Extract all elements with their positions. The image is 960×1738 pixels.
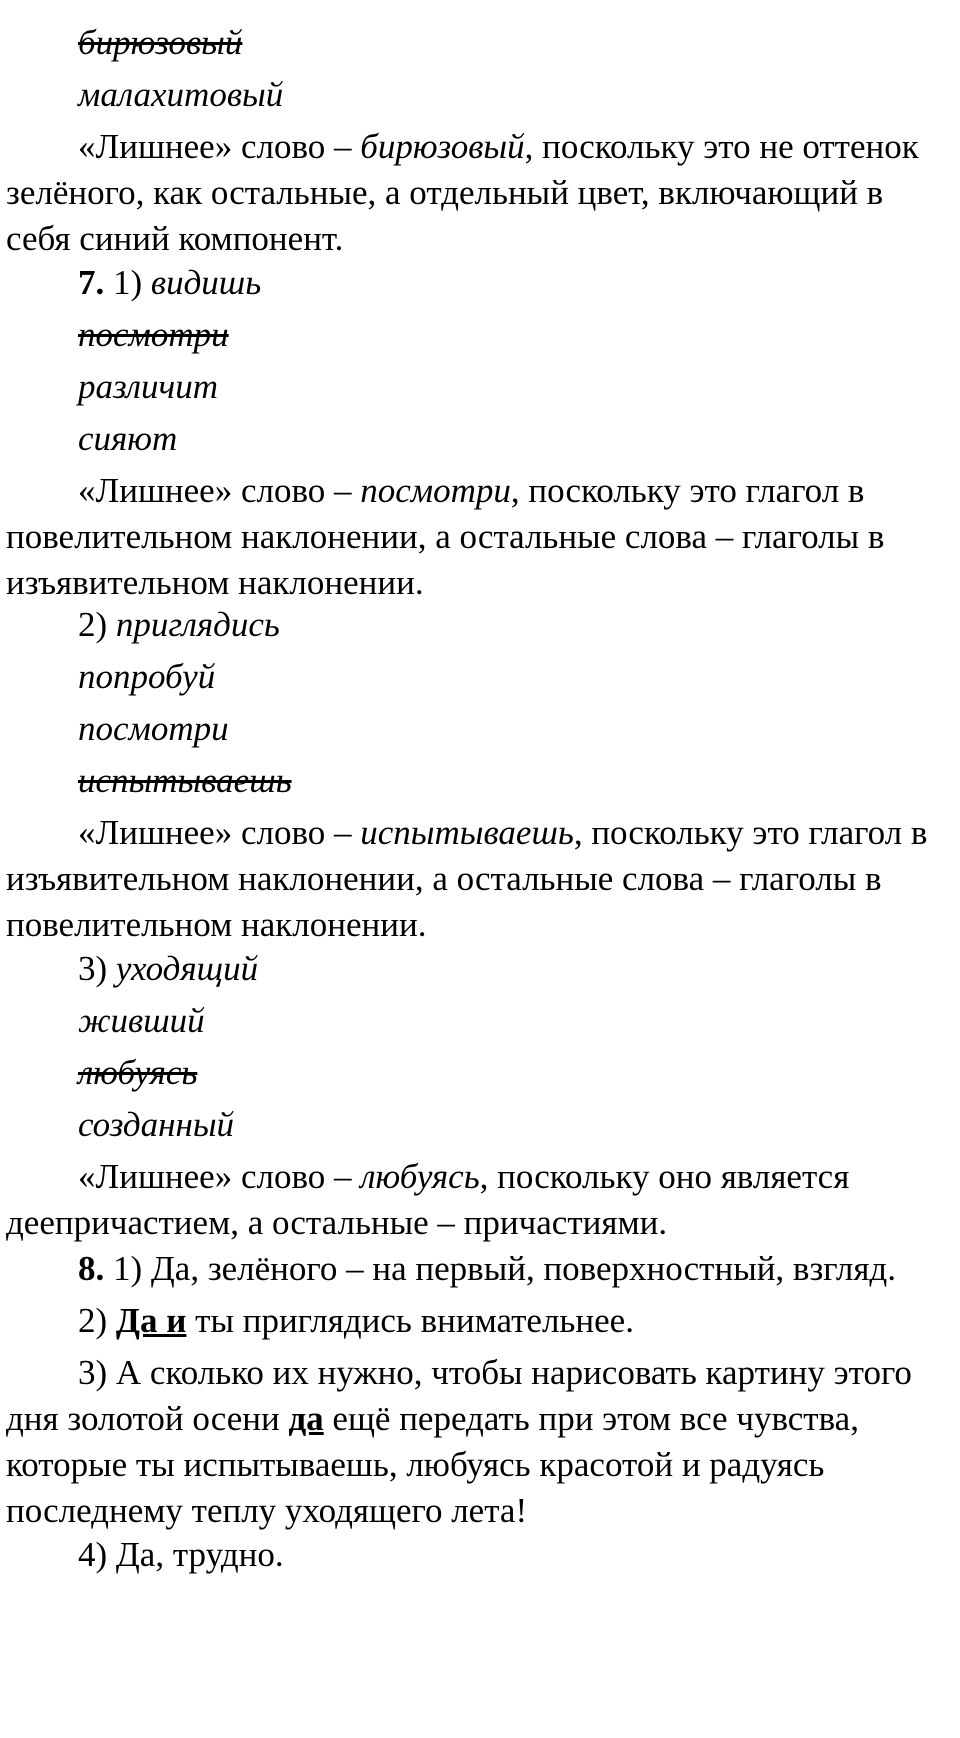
answer-text: 1) Да, зелёного – на первый, поверхностный, взгляд. bbox=[104, 1249, 896, 1288]
odd-word: посмотри bbox=[360, 471, 511, 510]
explanation-ex6 bbox=[6, 124, 952, 262]
ex7-part3-first-line bbox=[6, 946, 952, 992]
answer-text-continued: ещё передать при этом все чувства, которые ты испытываешь, любуясь красотой и радуясь последнему теплу уходящего лета! bbox=[6, 1399, 859, 1530]
explanation-text: , поскольку это не оттенок зелёного, как остальные, а отдельный цвет, включающий в себя синий компонент. bbox=[6, 127, 919, 258]
crossed-word-biryuzovyi: бирюзовый bbox=[78, 23, 243, 62]
explanation-prefix: «Лишнее» слово – bbox=[78, 1157, 361, 1196]
answer-text: ты приглядись внимательнее. bbox=[186, 1301, 634, 1340]
odd-word: испытываешь bbox=[360, 813, 574, 852]
ex8-answer-3 bbox=[6, 1350, 952, 1534]
word-sozdannyi: созданный bbox=[78, 1105, 235, 1144]
explanation-text: , поскольку оно является деепричастием, а остальные – причастиями. bbox=[6, 1157, 850, 1242]
part-label: 1) bbox=[104, 263, 151, 302]
crossed-word-posmotri: посмотри bbox=[78, 315, 229, 354]
ex7-part2-first-line bbox=[6, 602, 952, 648]
explanation-ex7-3 bbox=[6, 1154, 952, 1246]
part-label: 3) bbox=[78, 949, 116, 988]
part-label: 2) bbox=[78, 605, 116, 644]
ex8-answer-2 bbox=[6, 1298, 952, 1344]
ex8-answer-4: 4) Да, трудно. bbox=[78, 1535, 284, 1574]
odd-word: любуясь bbox=[360, 1157, 480, 1196]
odd-word: бирюзовый bbox=[360, 127, 525, 166]
marked-conjunction: да bbox=[288, 1399, 324, 1438]
word-prigladis: приглядись bbox=[115, 605, 280, 644]
crossed-word-ispytyvaesh: испытываешь bbox=[78, 761, 292, 800]
explanation-text: , поскольку это глагол в повелительном наклонении, а остальные слова – глаголы в изъявительном наклонении. bbox=[6, 471, 885, 602]
answer-text: 3) А сколько их нужно, чтобы нарисовать картину этого дня золотой осени bbox=[6, 1353, 912, 1438]
ex8-answer-1 bbox=[6, 1246, 952, 1292]
crossed-word-lyubuyas: любуясь bbox=[78, 1053, 198, 1092]
explanation-ex7-2 bbox=[6, 810, 952, 948]
explanation-prefix: «Лишнее» слово – bbox=[78, 813, 361, 852]
explanation-prefix: «Лишнее» слово – bbox=[78, 471, 361, 510]
explanation-ex7-1 bbox=[6, 468, 952, 606]
marked-conjunction: Да и bbox=[115, 1301, 187, 1340]
word-zhivshii: живший bbox=[78, 1001, 205, 1040]
word-razlichit: различит bbox=[78, 367, 219, 406]
word-posmotri: посмотри bbox=[78, 709, 229, 748]
word-ukhodyashchii: уходящий bbox=[115, 949, 259, 988]
explanation-text: , поскольку это глагол в изъявительном наклонении, а остальные слова – глаголы в повелительном наклонении. bbox=[6, 813, 928, 944]
exercise-number-7: 7. bbox=[78, 263, 105, 302]
word-malakhitovyi: малахитовый bbox=[78, 75, 284, 114]
explanation-prefix: «Лишнее» слово – bbox=[78, 127, 361, 166]
ex7-part1-first-line bbox=[6, 260, 952, 306]
word-siyayut: сияют bbox=[78, 419, 178, 458]
answer-label: 2) bbox=[78, 1301, 116, 1340]
exercise-number-8: 8. bbox=[78, 1249, 105, 1288]
word-vidish: видишь bbox=[150, 263, 262, 302]
word-poprobui: попробуй bbox=[78, 657, 216, 696]
